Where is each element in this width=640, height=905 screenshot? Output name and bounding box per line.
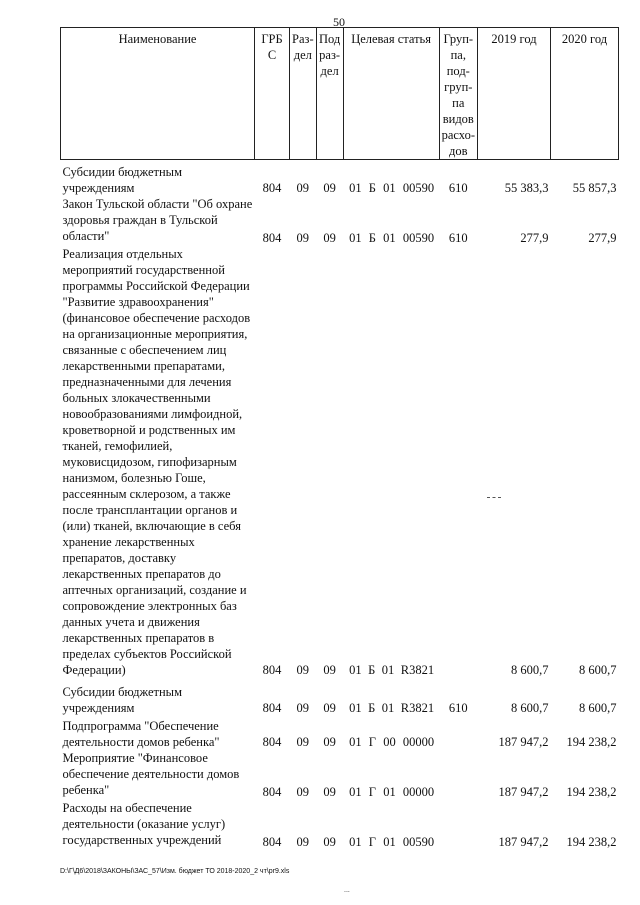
row-group: 610 [448, 700, 468, 715]
row-grbs: 804 [262, 700, 282, 715]
target-direction: 00590 [402, 230, 435, 245]
row-razdel: 09 [296, 734, 310, 749]
row-2020: 8 600,7 [578, 700, 617, 715]
target-event: 01 [383, 230, 396, 245]
row-name: Расходы на обеспечение деятельности (оказание услуг) государственных учреждений [62, 800, 226, 847]
target-direction: R3821 [400, 700, 435, 715]
row-2020: 194 238,2 [566, 734, 617, 749]
target-program: 01 [349, 662, 362, 677]
file-path-footer: D:\Г\Д6\2018\ЗАКОНЫ\ЗАС_57\Изм. бюджет ТО 2018-2020_2 чт\pr9.xls [60, 868, 290, 875]
target-direction: 00000 [402, 784, 435, 799]
header-2020: 2020 год [550, 28, 618, 160]
row-2019: 187 947,2 [498, 834, 549, 849]
row-podrazdel: 09 [323, 700, 336, 715]
row-group: 610 [448, 230, 468, 245]
row-group [439, 800, 477, 850]
row-podrazdel: 09 [323, 734, 336, 749]
budget-table [60, 27, 619, 850]
target-program: 01 [349, 784, 362, 799]
target-program: 01 [349, 700, 362, 715]
table-row [61, 716, 619, 750]
header-target: Целевая статья [343, 28, 439, 160]
target-subprogram: Б [368, 180, 376, 195]
row-grbs: 804 [262, 230, 282, 245]
header-podrazdel: Под раз- дел [316, 28, 343, 160]
target-subprogram: Б [368, 700, 376, 715]
table-row [61, 160, 619, 196]
row-2019: 187 947,2 [498, 784, 549, 799]
row-name: Реализация отдельных мероприятий государственной программы Российской Федерации "Развитие здравоохранения" (финансовое обеспечение расходов на организационные мероприятия, связанные с обеспечением лиц лекарственными препаратами, предназначенными для лечения больных злокачественными новообразованиями лимфоидной, кроветворной и родственных им тканей, гемофилией, муковисцидозом, гипофизарным нанизмом, болезнью Гоше, рассеянным склерозом, а также после трансплантации органов и (или) тканей, включающие в себя хранение лекарственных препаратов, доставку лекарственных препаратов до аптечных организаций, создание и сопровождение электронных баз данных учета и движения лекарственных препаратов в пределах субъектов Российской Федерации) [62, 246, 251, 677]
row-razdel: 09 [296, 230, 310, 245]
row-group [439, 246, 477, 678]
header-2019: 2019 год [477, 28, 550, 160]
target-event: 00 [383, 734, 396, 749]
row-razdel: 09 [296, 662, 310, 677]
scan-artifact [487, 497, 501, 500]
row-2019: 55 383,3 [504, 180, 549, 195]
row-grbs: 804 [262, 180, 282, 195]
target-direction: 00590 [402, 180, 435, 195]
row-2019: 187 947,2 [498, 734, 549, 749]
table-row [61, 196, 619, 246]
header-name: Наименование [61, 28, 255, 160]
target-event: 01 [383, 834, 396, 849]
row-podrazdel: 09 [323, 662, 336, 677]
row-name: Субсидии бюджетным учреждениям [62, 164, 182, 195]
row-target [343, 160, 439, 196]
target-event: 01 [381, 662, 395, 677]
target-subprogram: Б [368, 662, 376, 677]
row-grbs: 804 [262, 834, 282, 849]
row-name: Закон Тульской области "Об охране здоровья граждан в Тульской области" [62, 196, 253, 243]
row-name: Мероприятие "Финансовое обеспечение деятельности домов ребенка" [62, 750, 240, 797]
row-grbs: 804 [262, 784, 282, 799]
header-group: Груп- па, под- груп- па видов расхо- дов [439, 28, 477, 160]
row-2019: 277,9 [520, 230, 549, 245]
footer-mark: ... [344, 887, 350, 894]
row-target [343, 246, 439, 678]
target-program: 01 [349, 180, 362, 195]
row-2020: 277,9 [588, 230, 617, 245]
target-subprogram: Г [368, 834, 377, 849]
header-grbs: ГРБ С [255, 28, 290, 160]
target-subprogram: Г [368, 734, 377, 749]
table-row [61, 800, 619, 850]
target-program: 01 [349, 834, 362, 849]
row-razdel: 09 [296, 784, 310, 799]
row-razdel: 09 [296, 180, 310, 195]
row-grbs: 804 [262, 662, 282, 677]
table-row [61, 246, 619, 678]
row-target [343, 196, 439, 246]
row-target [343, 750, 439, 800]
row-group [439, 750, 477, 800]
row-name: Субсидии бюджетным учреждениям [62, 684, 182, 715]
table-row [61, 750, 619, 800]
row-2020: 8 600,7 [578, 662, 617, 677]
row-podrazdel: 09 [323, 180, 336, 195]
target-direction: 00000 [402, 734, 435, 749]
target-direction: 00590 [402, 834, 435, 849]
row-2019: 8 600,7 [510, 662, 549, 677]
row-target [343, 800, 439, 850]
row-2019: 8 600,7 [510, 700, 549, 715]
target-subprogram: Б [368, 230, 376, 245]
row-grbs: 804 [262, 734, 282, 749]
row-podrazdel: 09 [323, 230, 336, 245]
header-row [61, 28, 619, 160]
row-target [343, 678, 439, 716]
row-target [343, 716, 439, 750]
page-number: 50 [333, 15, 345, 29]
row-razdel: 09 [296, 700, 310, 715]
table-row [61, 678, 619, 716]
target-event: 01 [383, 784, 396, 799]
row-podrazdel: 09 [323, 784, 336, 799]
row-razdel: 09 [296, 834, 310, 849]
target-program: 01 [349, 734, 362, 749]
row-group: 610 [448, 180, 468, 195]
header-razdel: Раз- дел [290, 28, 317, 160]
row-2020: 55 857,3 [572, 180, 617, 195]
target-event: 01 [383, 180, 396, 195]
row-2020: 194 238,2 [566, 834, 617, 849]
row-name: Подпрограмма "Обеспечение деятельности домов ребенка" [62, 718, 220, 749]
row-group [439, 716, 477, 750]
row-2020: 194 238,2 [566, 784, 617, 799]
row-podrazdel: 09 [323, 834, 336, 849]
target-subprogram: Г [368, 784, 377, 799]
target-direction: R3821 [400, 662, 435, 677]
target-event: 01 [381, 700, 395, 715]
target-program: 01 [349, 230, 362, 245]
